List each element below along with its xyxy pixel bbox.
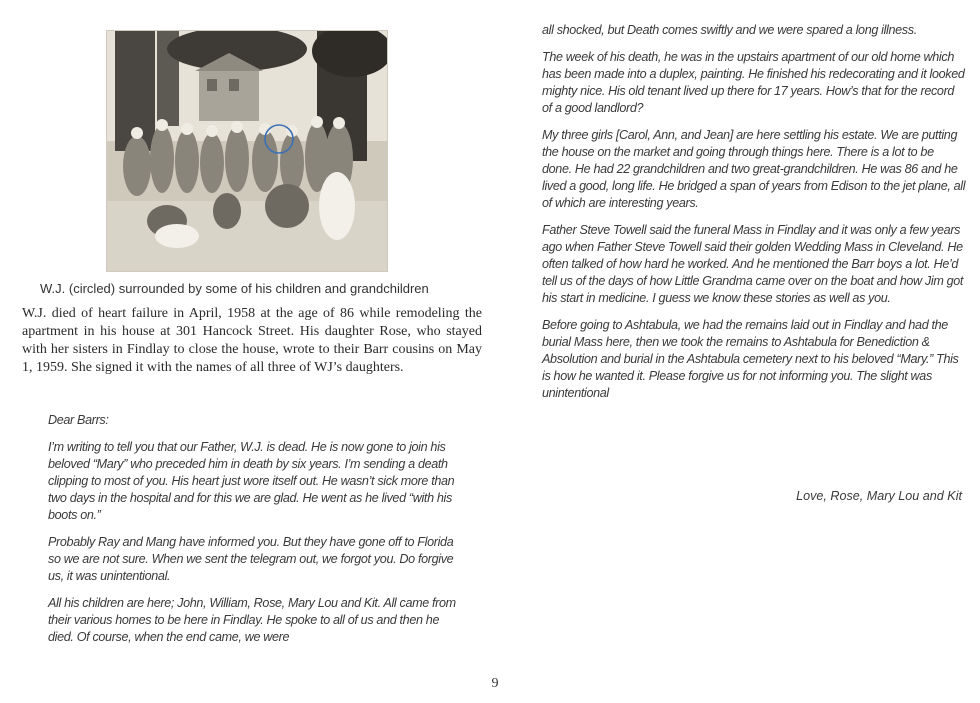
family-group-photo bbox=[106, 30, 388, 272]
letter-left-column bbox=[48, 412, 464, 656]
intro-paragraph: W.J. died of heart failure in April, 1958 at the age of 86 while remodeling the apartment in his house at 301 Hancock Street. His daughter Rose, who stayed with her sisters in Findlay to close the house, wrote to their Barr cousins on May 1, 1959. She signed it with the names of all three of WJ’s daughters. bbox=[22, 306, 482, 375]
letter-paragraph: The week of his death, he was in the upstairs apartment of our old home which has been made into a duplex, painting. He finished his redecorating and it looked mighty nice. His old tenant lived up there for 17 years. How’s that for the record of a good landlord? bbox=[542, 50, 965, 115]
letter-paragraph: Probably Ray and Mang have informed you. But they have gone off to Florida so we are not sure. When we sent the telegram out, we forgot you. Do forgive us, it was unintentional. bbox=[48, 535, 454, 583]
letter-paragraph: Father Steve Towell said the funeral Mass in Findlay and it was only a few years ago when Father Steve Towell said their golden Wedding Mass in Cleveland. He often talked of how hard he worked. And he mentioned the Barr boys a lot. He’d tell us of the days of how Little Grandma came over on the boat and how Jim got his start in medicine. I guess we know these stories as well as you. bbox=[542, 223, 964, 305]
letter-right-column bbox=[542, 22, 966, 412]
page-number: 9 bbox=[491, 676, 499, 691]
letter-paragraph: I’m writing to tell you that our Father, W.J. is dead. He is now gone to join his beloved “Mary” who preceded him in death by six years. I’m sending a death clipping to most of you. His heart just wore itself out. He wasn’t sick more than two days in the hospital and for this we are glad. He went as he lived “with his boots on.” bbox=[48, 440, 455, 522]
photo-caption: W.J. (circled) surrounded by some of his children and grandchildren bbox=[40, 281, 429, 296]
letter-signoff: Love, Rose, Mary Lou and Kit bbox=[796, 489, 962, 503]
letter-paragraph: Before going to Ashtabula, we had the remains laid out in Findlay and had the burial Mass here, then we took the remains to Ashtabula for Benediction & Absolution and burial in the Ashtabula cemetery next to his beloved “Mary.” This is how he wanted it. Please forgive us for not informing you. The slight was unintentional bbox=[542, 318, 959, 400]
letter-paragraph: My three girls [Carol, Ann, and Jean] are here settling his estate. We are putting the house on the market and going through things here. There is a lot to be done. He had 22 grandchildren and two great-grandchildren. He was 86 and he lived a good, long life. He bridged a span of years from Edison to the jet plane, all of which are interesting years. bbox=[542, 128, 966, 210]
letter-paragraph: all shocked, but Death comes swiftly and we were spared a long illness. bbox=[542, 23, 917, 37]
photo-image bbox=[107, 31, 387, 271]
letter-salutation: Dear Barrs: bbox=[48, 413, 109, 427]
letter-paragraph: All his children are here; John, William, Rose, Mary Lou and Kit. All came from their various homes to be here in Findlay. He spoke to all of us and then he died. Of course, when the end came, we were bbox=[48, 596, 456, 644]
